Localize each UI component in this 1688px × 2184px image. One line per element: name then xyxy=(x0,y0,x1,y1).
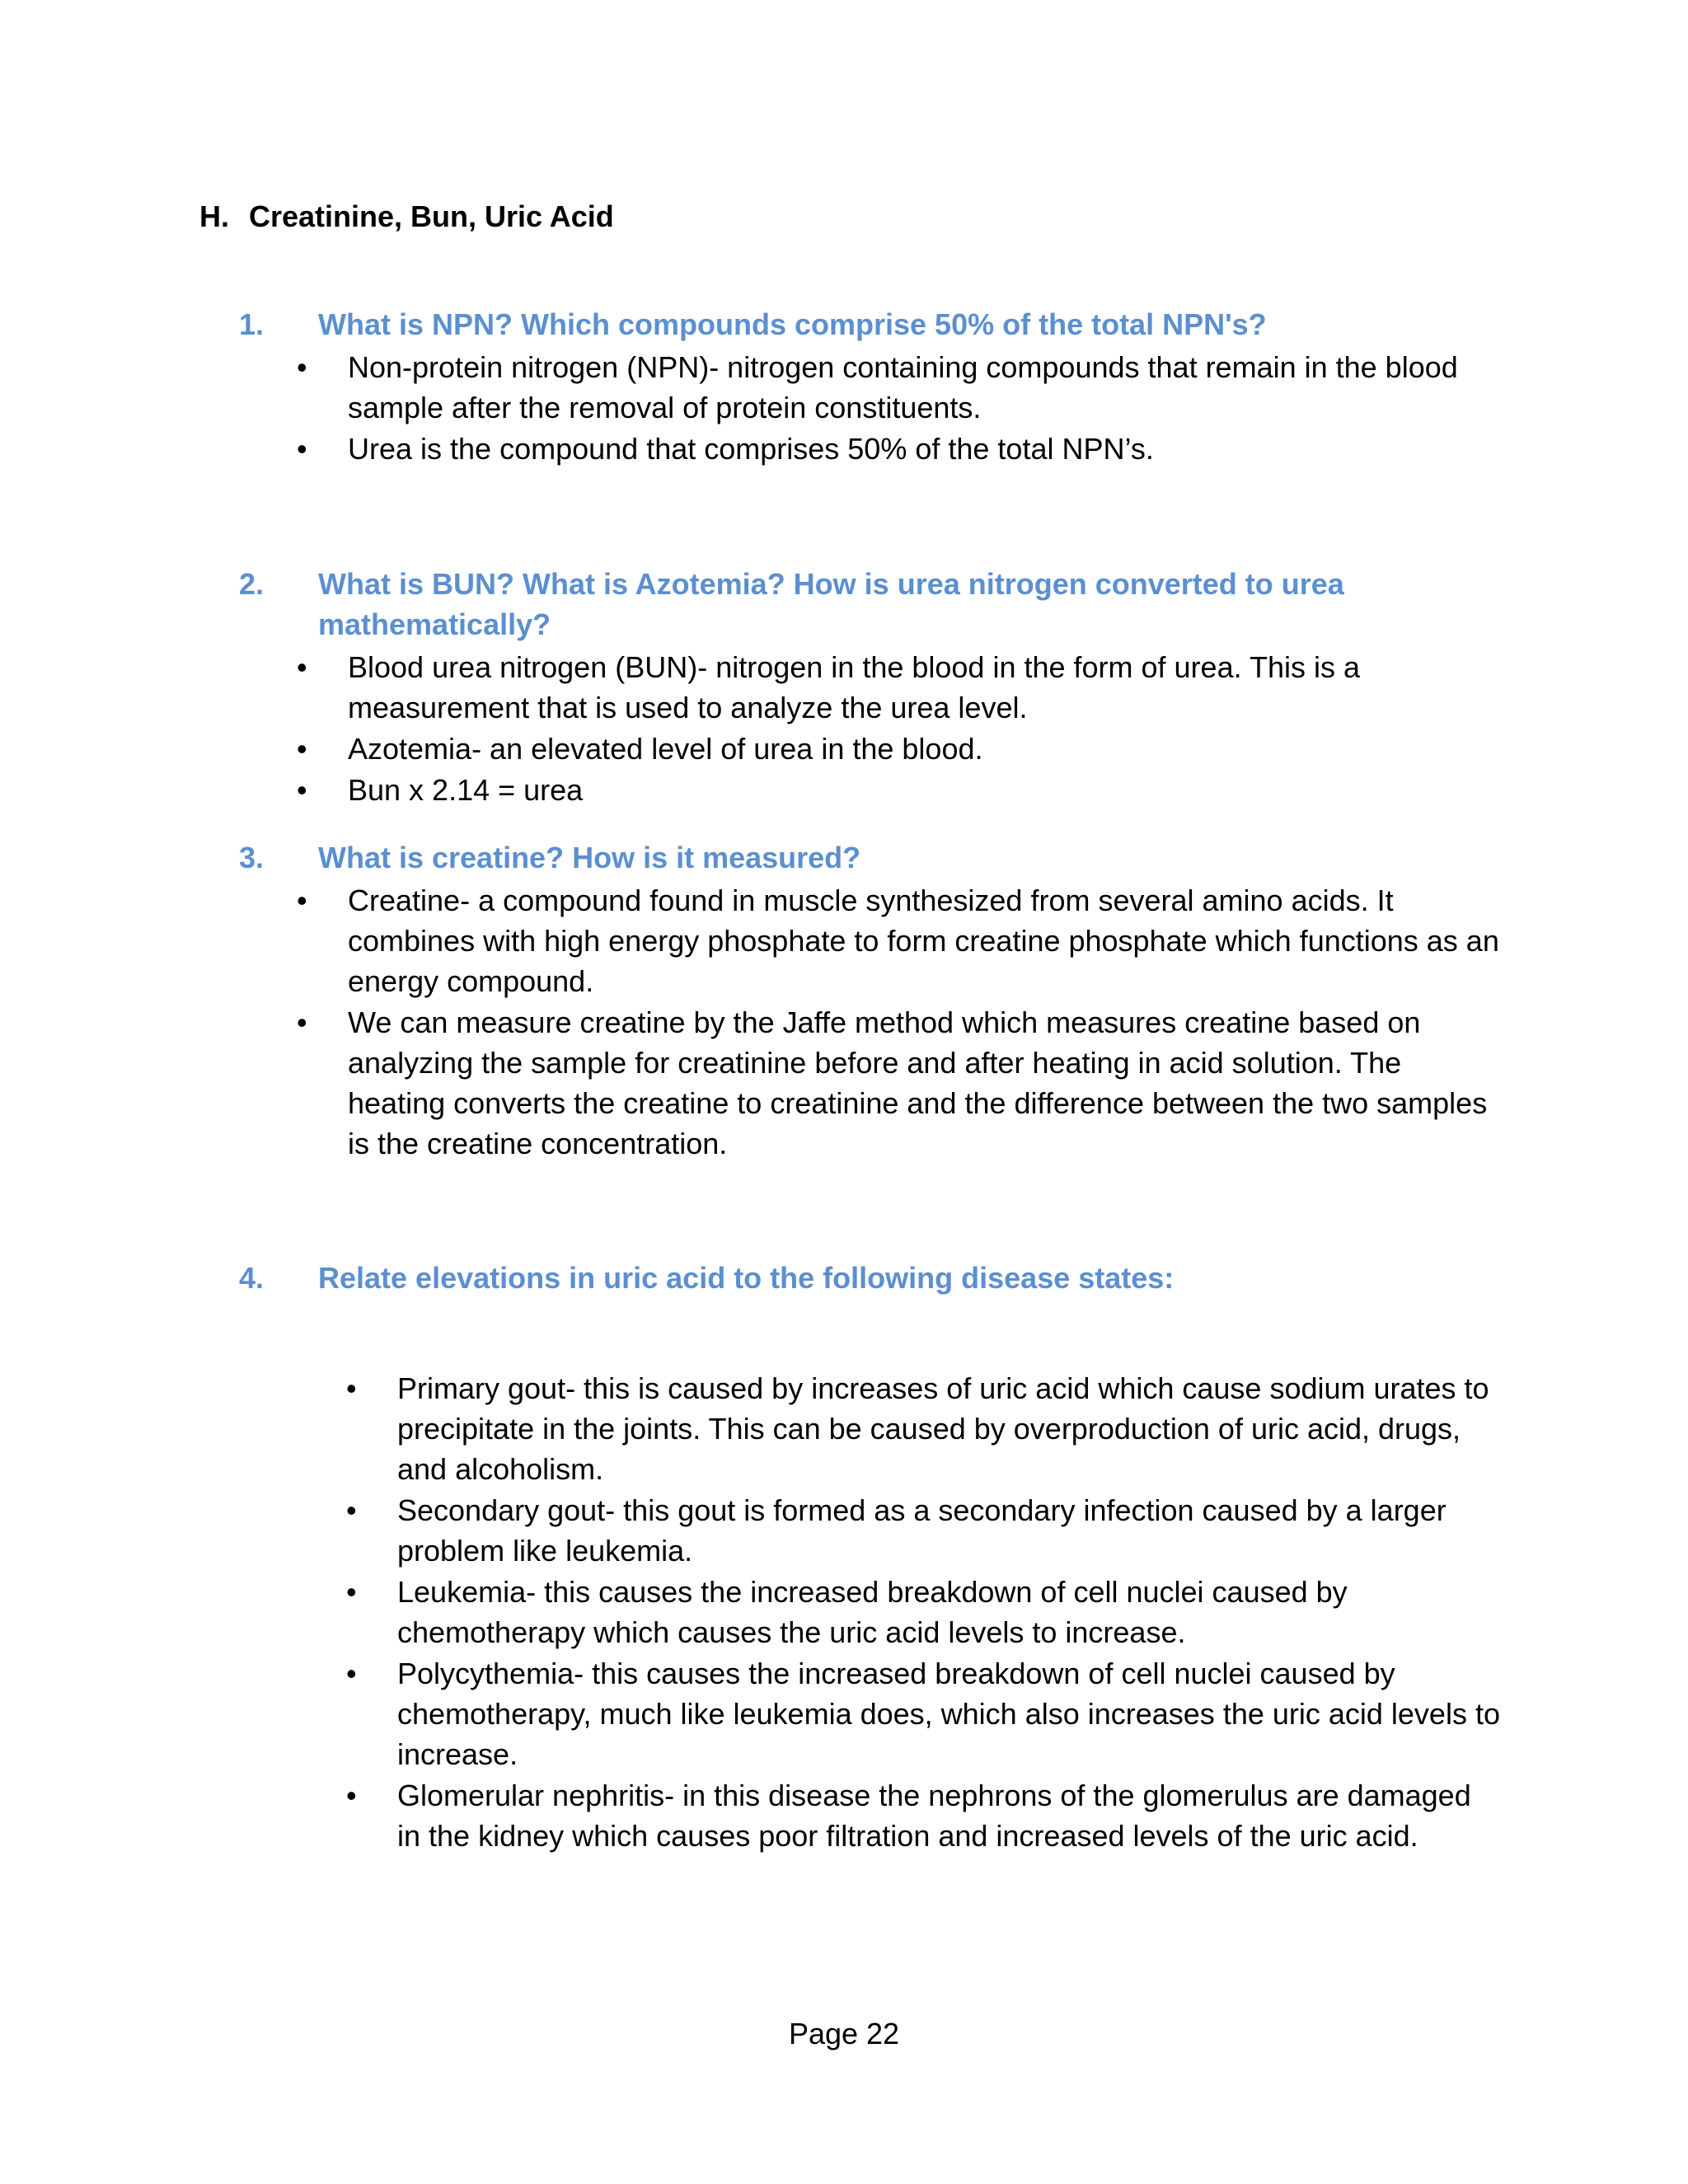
bullet-icon: • xyxy=(297,883,307,917)
bullet-icon: • xyxy=(346,1657,357,1690)
list-item xyxy=(0,1653,1688,1774)
answer-text: Urea is the compound that comprises 50% of the total NPN’s. xyxy=(348,432,1154,466)
list-item xyxy=(0,1002,1688,1164)
question-number: 2. xyxy=(239,567,265,601)
section-heading xyxy=(199,196,614,237)
answer-text: Leukemia- this causes the increased breakdown of cell nuclei caused by chemotherapy which causes the uric acid levels to increase. xyxy=(397,1575,1348,1649)
list-item xyxy=(0,429,1688,469)
page-number: Page 22 xyxy=(788,2017,900,2050)
list-item xyxy=(0,347,1688,428)
question-number: 1. xyxy=(239,307,265,341)
list-item xyxy=(0,1490,1688,1571)
list-item xyxy=(0,729,1688,769)
bullet-icon: • xyxy=(346,1575,357,1609)
answer-text: Secondary gout- this gout is formed as a secondary infection caused by a larger problem like leukemia. xyxy=(397,1493,1447,1568)
list-item xyxy=(0,1775,1688,1856)
question-text: What is creatine? How is it measured? xyxy=(318,841,861,874)
list-item xyxy=(0,1572,1688,1652)
bullet-icon: • xyxy=(297,1005,307,1039)
bullet-icon: • xyxy=(297,773,307,807)
question-text: What is BUN? What is Azotemia? How is urea nitrogen converted to urea mathematically? xyxy=(318,567,1344,641)
answer-text: Glomerular nephritis- in this disease the nephrons of the glomerulus are damaged in the kidney which causes poor filtration and increased levels of the uric acid. xyxy=(397,1779,1471,1853)
answer-list xyxy=(0,347,1688,470)
answer-text: Bun x 2.14 = urea xyxy=(348,773,584,807)
bullet-icon: • xyxy=(297,650,307,684)
bullet-icon: • xyxy=(297,350,307,384)
bullet-icon: • xyxy=(346,1493,357,1527)
list-item xyxy=(0,770,1688,810)
answer-text: Creatine- a compound found in muscle synthesized from several amino acids. It combines with high energy phosphate to form creatine phosphate which functions as an energy compound. xyxy=(348,883,1499,998)
bullet-icon: • xyxy=(346,1371,357,1405)
answer-text: Blood urea nitrogen (BUN)- nitrogen in the blood in the form of urea. This is a measurement that is used to analyze the urea level. xyxy=(348,650,1360,724)
list-item xyxy=(0,647,1688,728)
list-item xyxy=(0,880,1688,1001)
bullet-icon: • xyxy=(297,432,307,466)
bullet-icon: • xyxy=(346,1779,357,1812)
question-number: 4. xyxy=(239,1261,265,1295)
answer-list xyxy=(0,880,1688,1165)
section-letter: H. xyxy=(199,199,229,233)
question-text: What is NPN? Which compounds comprise 50% of the total NPN's? xyxy=(318,307,1267,341)
bullet-icon: • xyxy=(297,732,307,766)
answer-text: Primary gout- this is caused by increases of uric acid which cause sodium urates to precipitate in the joints. This can be caused by overproduction of uric acid, drugs, and alcoholism. xyxy=(397,1371,1489,1486)
answer-text: We can measure creatine by the Jaffe method which measures creatine based on analyzing the sample for creatinine before and after heating in acid solution. The heating converts the creatine to creatinine and the difference between the two samples is the creatine concentration. xyxy=(348,1005,1488,1160)
question-text: Relate elevations in uric acid to the following disease states: xyxy=(318,1261,1175,1295)
question-number: 3. xyxy=(239,841,265,874)
answer-list xyxy=(0,1368,1688,1857)
answer-text: Non-protein nitrogen (NPN)- nitrogen containing compounds that remain in the blood sample after the removal of protein constituents. xyxy=(348,350,1458,424)
list-item xyxy=(0,1368,1688,1489)
section-title: Creatinine, Bun, Uric Acid xyxy=(249,199,614,233)
answer-list xyxy=(0,647,1688,811)
answer-text: Azotemia- an elevated level of urea in the blood. xyxy=(348,732,983,766)
answer-text: Polycythemia- this causes the increased breakdown of cell nuclei caused by chemotherapy, much like leukemia does, which also increases the uric acid levels to increase. xyxy=(397,1657,1500,1771)
